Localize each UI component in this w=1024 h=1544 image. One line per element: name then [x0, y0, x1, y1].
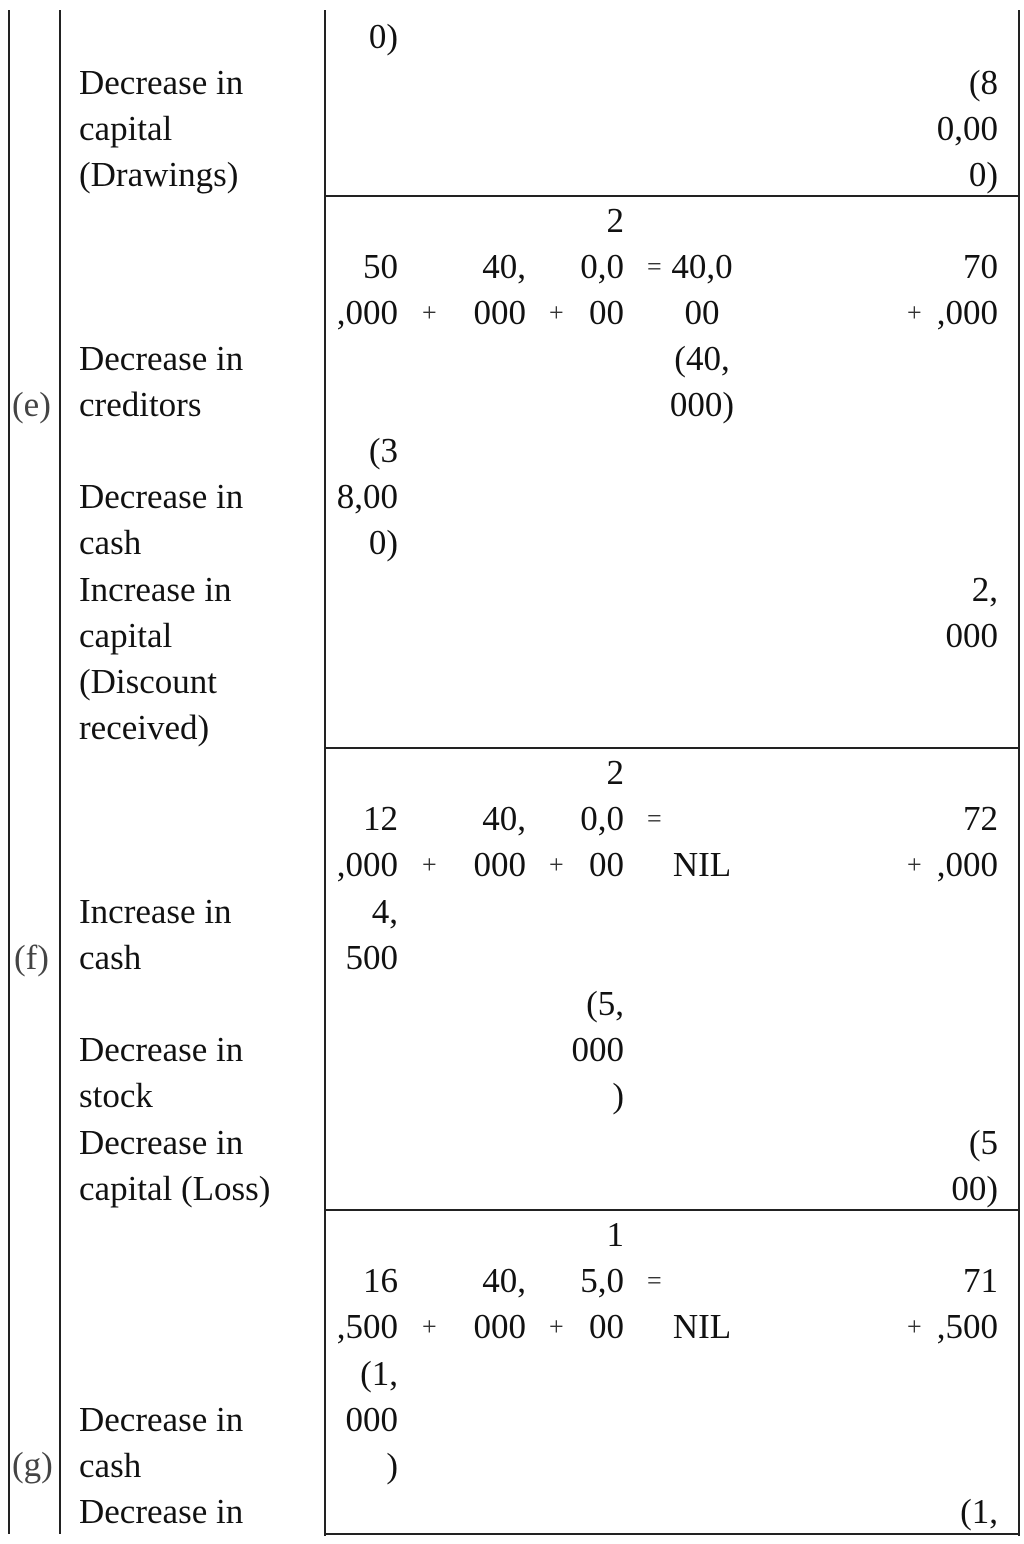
item-label: Decrease in capital (Drawings): [79, 63, 244, 194]
divider-e: [324, 195, 1020, 197]
plus-operator: +: [907, 1312, 922, 1341]
stock-cell: 2: [606, 201, 624, 240]
capital-cell: (5 00): [951, 1123, 998, 1208]
cash-cell: 12 ,000: [336, 799, 398, 884]
capital-cell: 2, 000: [945, 570, 998, 655]
divider-f: [324, 747, 1020, 749]
item-label: Decrease in: [79, 1492, 244, 1531]
plus-operator: +: [549, 298, 564, 327]
label-column-border: [59, 10, 61, 1534]
bottom-border: [324, 1533, 1020, 1535]
item-label: Decrease in cash: [79, 477, 244, 562]
cash-cell: 16 ,500: [336, 1261, 398, 1346]
cash-cell: 50 ,000: [336, 247, 398, 332]
plus-operator: +: [422, 1312, 437, 1341]
capital-cell: 70 ,000: [936, 247, 998, 332]
creditors-cell: NIL: [672, 1307, 732, 1346]
item-label: Decrease in stock: [79, 1030, 244, 1115]
cash-cell: 4, 500: [345, 892, 398, 977]
creditors-cell: NIL: [672, 845, 732, 884]
plus-operator: +: [549, 1312, 564, 1341]
item-label: Decrease in creditors: [79, 339, 244, 424]
stock-cell: (5, 000 ): [571, 984, 624, 1115]
capital-cell: 71 ,500: [936, 1261, 998, 1346]
debtors-cell: 40, 000: [473, 799, 526, 884]
stock-cell: 5,0 00: [580, 1261, 624, 1346]
equals-operator: =: [647, 1266, 662, 1295]
row-label-f: (f): [14, 938, 49, 977]
capital-cell: 72 ,000: [936, 799, 998, 884]
creditors-cell: 40,0 00: [671, 247, 733, 332]
cash-cell: (3 8,00 0): [336, 431, 398, 562]
item-label: Decrease in capital (Loss): [79, 1123, 271, 1208]
stock-cell: 0,0 00: [580, 799, 624, 884]
left-border: [8, 10, 10, 1534]
stock-cell: 0,0 00: [580, 247, 624, 332]
stock-cell: 2: [606, 753, 624, 792]
divider-g: [324, 1209, 1020, 1211]
item-label: Increase in capital (Discount received): [79, 570, 232, 747]
stock-cell: 1: [606, 1215, 624, 1254]
item-label: Increase in cash: [79, 892, 232, 977]
plus-operator: +: [907, 850, 922, 879]
capital-cell: (1,: [960, 1492, 998, 1531]
row-label-g: (g): [12, 1445, 53, 1484]
cash-cell: 0): [368, 17, 398, 56]
plus-operator: +: [549, 850, 564, 879]
row-label-e: (e): [12, 385, 51, 424]
plus-operator: +: [422, 850, 437, 879]
debtors-cell: 40, 000: [473, 1261, 526, 1346]
plus-operator: +: [907, 298, 922, 327]
item-label: Decrease in cash: [79, 1400, 244, 1485]
plus-operator: +: [422, 298, 437, 327]
equals-operator: =: [647, 804, 662, 833]
debtors-cell: 40, 000: [473, 247, 526, 332]
equals-operator: =: [647, 252, 662, 281]
creditors-cell: (40, 000): [669, 339, 735, 424]
capital-cell: (8 0,00 0): [936, 63, 998, 194]
cash-cell: (1, 000 ): [345, 1354, 398, 1485]
right-border: [1018, 10, 1020, 1536]
values-column-border: [324, 10, 326, 1536]
